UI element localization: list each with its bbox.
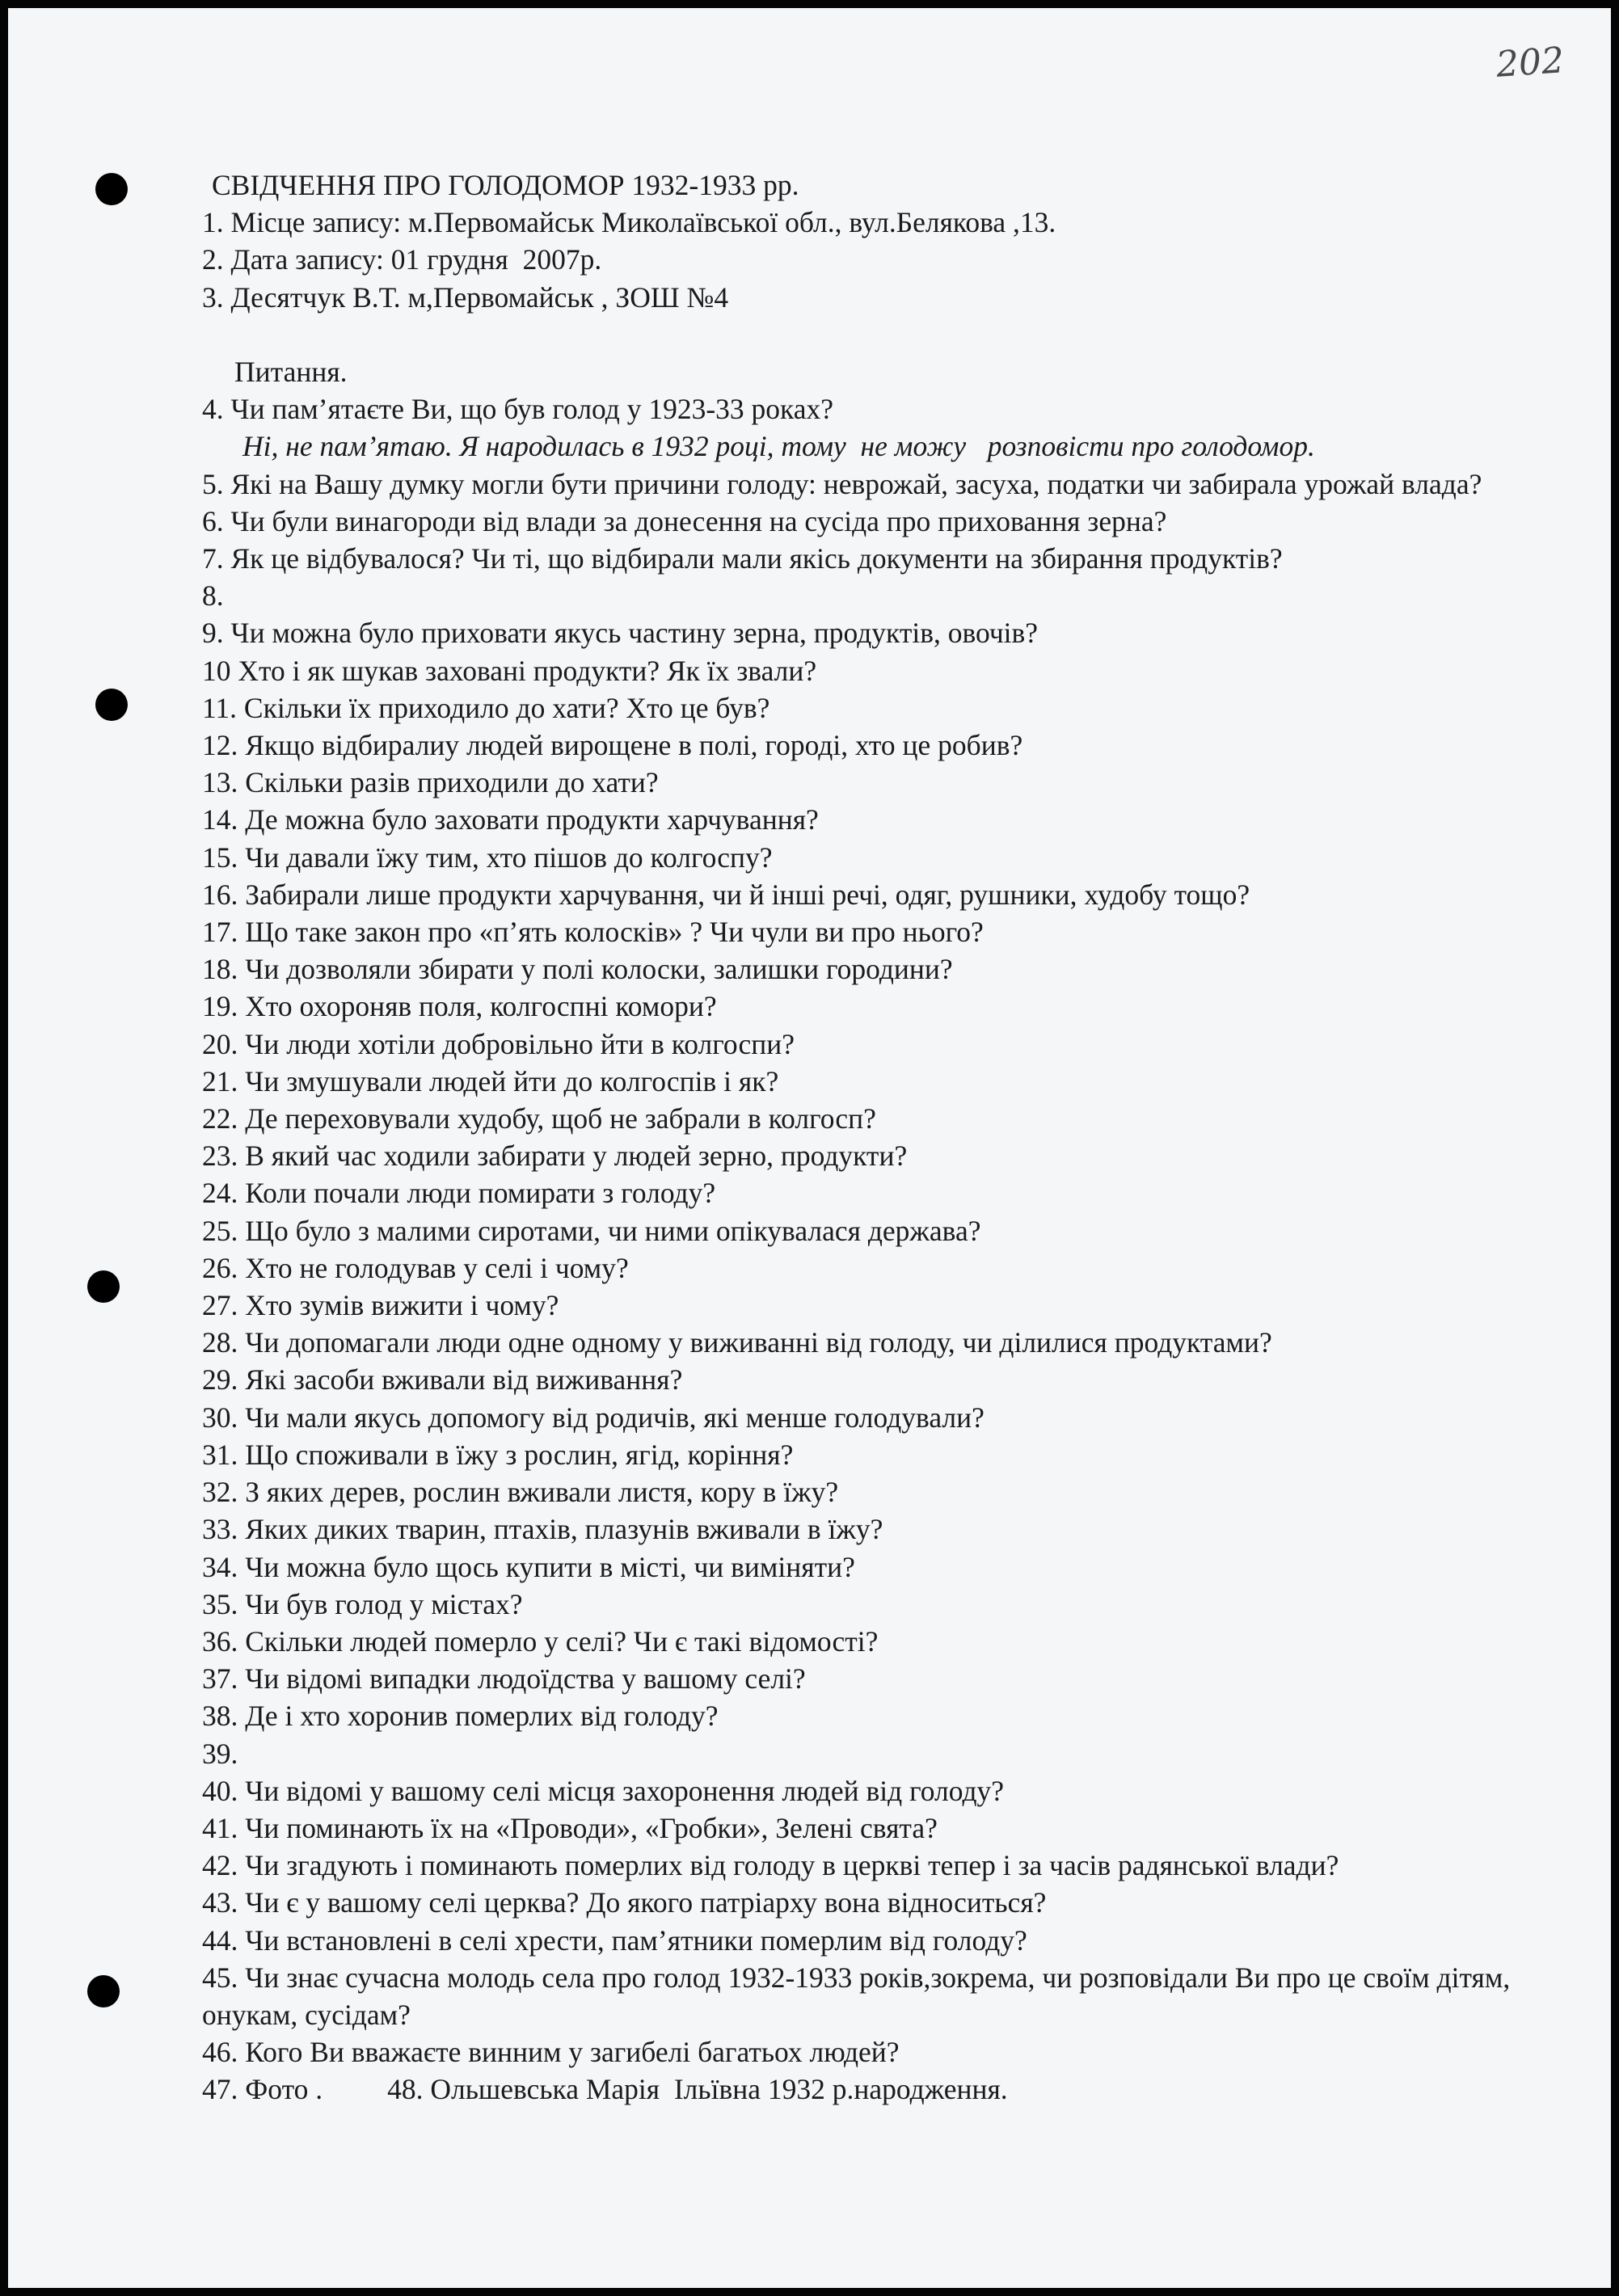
question-item: 6. Чи були винагороди від влади за донесення на сусіда про приховання зерна?: [202, 504, 1167, 537]
document-body: [202, 166, 1560, 2109]
question-item: 13. Скільки разів приходили до хати?: [202, 766, 659, 799]
question-item: 40. Чи відомі у вашому селі місця захоронення людей від голоду?: [202, 1774, 1005, 1807]
header-line: 1. Місце запису: м.Первомайськ Миколаївської обл., вул.Белякова ,13.: [202, 206, 1056, 239]
question-item: 44. Чи встановлені в селі хрести, пам’ятники померлим від голоду?: [202, 1923, 1027, 1957]
question-item: 16. Забирали лише продукти харчування, чи й інші речі, одяг, рушники, худобу тощо?: [202, 878, 1250, 911]
question-item: 21. Чи змушували людей йти до колгоспів і як?: [202, 1064, 779, 1097]
document-page: [8, 8, 1611, 2288]
question-item: 4. Чи пам’ятаєте Ви, що був голод у 1923-33 роках?: [202, 393, 834, 426]
handwritten-page-number: 202: [1495, 40, 1566, 86]
photo-item: 47. Фото .: [202, 2073, 323, 2106]
punch-hole: [95, 173, 128, 205]
question-item: 38. Де і хто хоронив померлих від голоду?: [202, 1700, 719, 1733]
answer-text: Ні, не пам’ятаю. Я народилась в 1932 році, тому не можу розповісти про голодомор.: [242, 430, 1315, 463]
header-line: 3. Десятчук В.Т. м,Первомайськ , ЗОШ №4: [202, 280, 729, 314]
question-item: 30. Чи мали якусь допомогу від родичів, які менше голодували?: [202, 1401, 984, 1434]
question-item: 12. Якщо відбиралиу людей вирощене в полі, городі, хто це робив?: [202, 729, 1023, 762]
question-item: 33. Яких диких тварин, птахів, плазунів вживали в їжу?: [202, 1513, 883, 1546]
question-item: 22. Де переховували худобу, щоб не забрали в колгосп?: [202, 1102, 876, 1135]
question-item: 24. Коли почали люди помирати з голоду?: [202, 1177, 716, 1210]
question-item: 20. Чи люди хотіли добровільно йти в колгоспи?: [202, 1027, 795, 1060]
question-item: 31. Що споживали в їжу з рослин, ягід, коріння?: [202, 1438, 794, 1471]
question-item: 41. Чи поминають їх на «Проводи», «Гробки», Зелені свята?: [202, 1811, 938, 1844]
question-item: 7. Як це відбувалося? Чи ті, що відбирали мали якісь документи на збирання продуктів?: [202, 542, 1283, 575]
question-item: 39.: [202, 1737, 238, 1770]
question-item: 32. З яких дерев, рослин вживали листя, кору в їжу?: [202, 1476, 839, 1509]
question-item: 26. Хто не голодував у селі і чому?: [202, 1251, 629, 1284]
question-item: 15. Чи давали їжу тим, хто пішов до колгоспу?: [202, 840, 773, 874]
question-item: 23. В який час ходили забирати у людей зерно, продукти?: [202, 1140, 908, 1173]
punch-hole: [87, 1270, 120, 1303]
blank-line: [202, 316, 1560, 353]
question-item: 45. Чи знає сучасна молодь села про голод 1932-1933 років,зокрема, чи розповідали Ви про це своїм дітям, онукам, сусідам?: [202, 1961, 1511, 2031]
question-item: 36. Скільки людей померло у селі? Чи є такі відомості?: [202, 1624, 879, 1658]
header-line: 2. Дата запису: 01 грудня 2007р.: [202, 243, 602, 276]
question-item: 29. Які засоби вживали від виживання?: [202, 1363, 683, 1397]
document-title: СВІДЧЕННЯ ПРО ГОЛОДОМОР 1932-1933 рр.: [212, 169, 799, 201]
punch-hole: [87, 1975, 120, 2007]
question-item: 46. Кого Ви вважаєте винним у загибелі багатьох людей?: [202, 2036, 900, 2069]
question-item: 37. Чи відомі випадки людоїдства у вашому селі?: [202, 1662, 806, 1696]
question-item: 17. Що таке закон про «п’ять колосків» ? Чи чули ви про нього?: [202, 916, 984, 949]
question-item: 25. Що було з малими сиротами, чи ними опікувалася держава?: [202, 1214, 981, 1247]
question-item: 5. Які на Вашу думку могли бути причини голоду: неврожай, засуха, податки чи забирала урожай влада?: [202, 467, 1482, 500]
question-item: 28. Чи допомагали люди одне одному у виживанні від голоду, чи ділилися продуктами?: [202, 1326, 1272, 1359]
questions-heading: Питання.: [234, 356, 348, 388]
question-item: 43. Чи є у вашому селі церква? До якого патріарху вона відноситься?: [202, 1886, 1047, 1919]
question-item: 34. Чи можна було щось купити в місті, чи виміняти?: [202, 1550, 855, 1583]
punch-hole: [95, 689, 128, 721]
question-item: 11. Скільки їх приходило до хати? Хто це був?: [202, 691, 770, 724]
question-item: 14. Де можна було заховати продукти харчування?: [202, 803, 819, 836]
witness-name: 48. Ольшевська Марія Ільївна 1932 р.народження.: [387, 2073, 1008, 2106]
question-item: 35. Чи був голод у містах?: [202, 1587, 523, 1620]
question-list: [202, 503, 1560, 1959]
question-item: 8.: [202, 579, 224, 613]
question-item: 19. Хто охороняв поля, колгоспні комори?: [202, 990, 717, 1023]
question-item: 18. Чи дозволяли збирати у полі колоски, залишки городини?: [202, 953, 953, 986]
question-item: 9. Чи можна було приховати якусь частину зерна, продуктів, овочів?: [202, 617, 1039, 650]
question-item: 27. Хто зумів вижити і чому?: [202, 1289, 559, 1322]
final-line: [202, 2071, 1560, 2108]
question-item: 10 Хто і як шукав заховані продукти? Як їх звали?: [202, 654, 817, 687]
question-item: 42. Чи згадують і поминають померлих від голоду в церкві тепер і за часів радянської влади?: [202, 1849, 1339, 1882]
